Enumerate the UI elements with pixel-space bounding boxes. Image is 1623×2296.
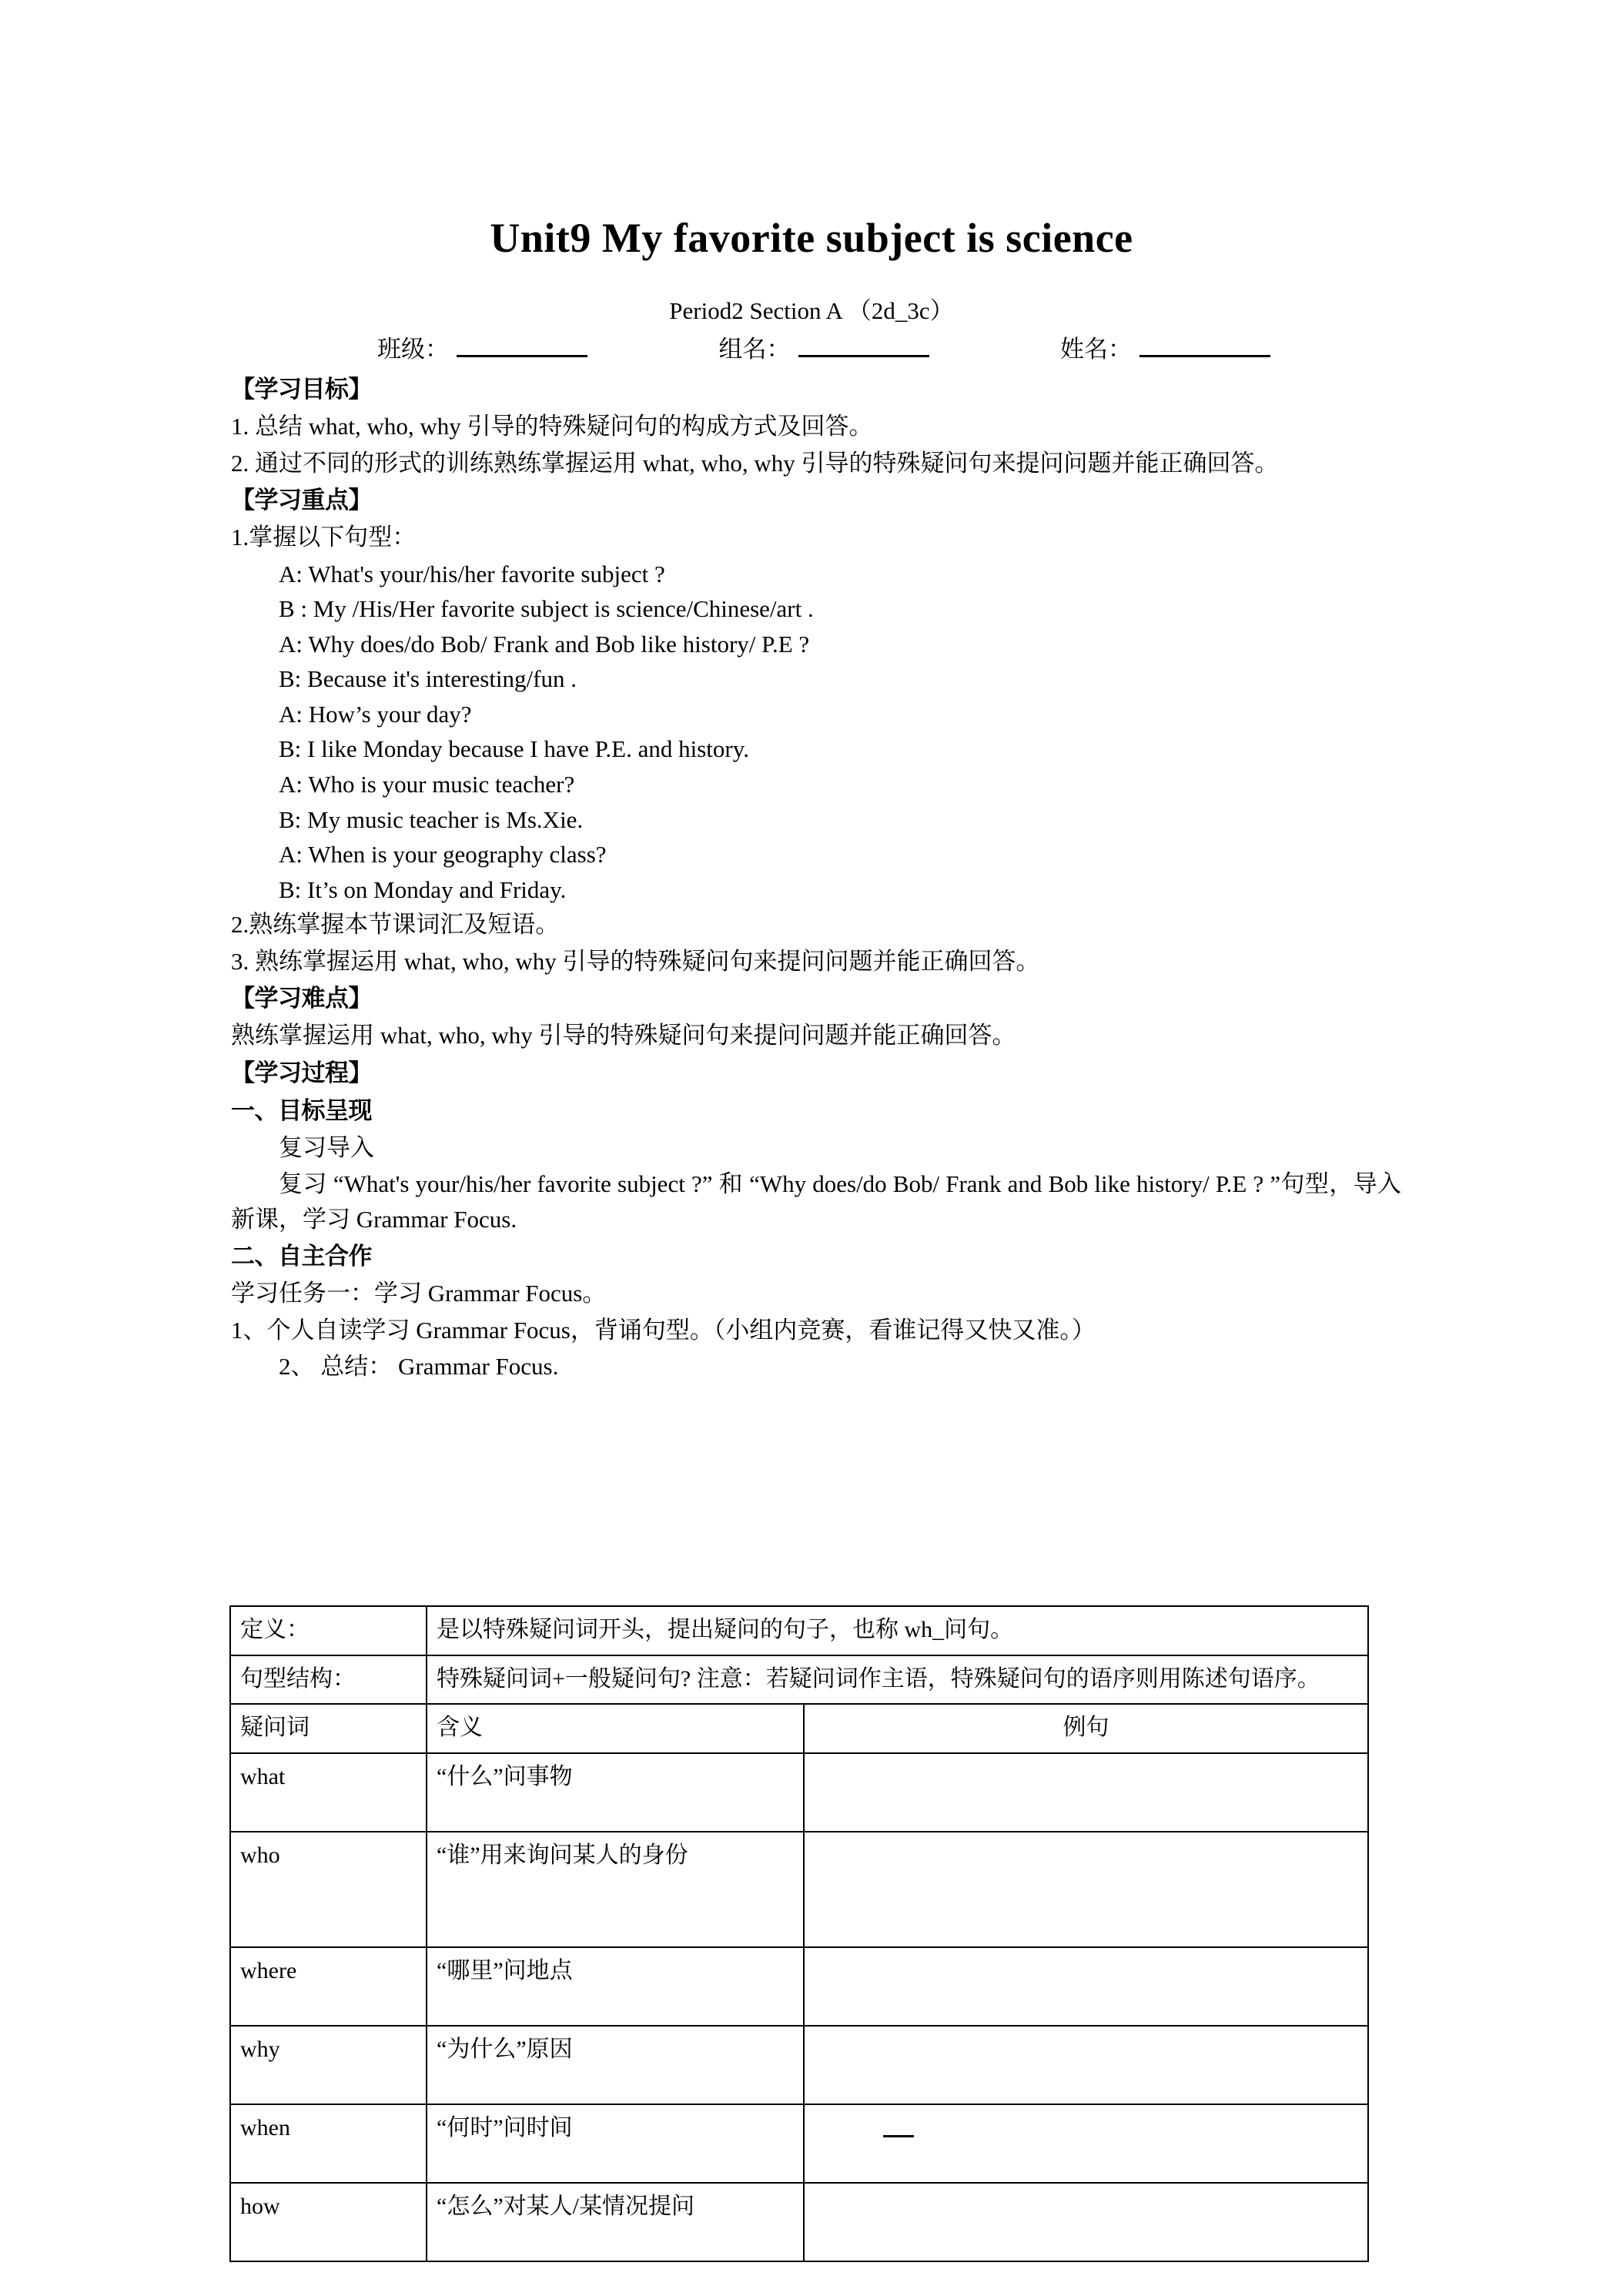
table-row	[230, 1655, 1368, 1705]
table-row	[230, 1606, 1368, 1655]
key-point-item-2: 2.熟练掌握本节课词汇及短语。	[231, 911, 560, 939]
table-row	[230, 1947, 1368, 2026]
meaning-cell: “哪里”问地点	[427, 1947, 804, 2026]
structure-value-cell: 特殊疑问词+一般疑问句? 注意：若疑问词作主语，特殊疑问句的语序则用陈述句语序。	[427, 1655, 1368, 1705]
column-header-question-word: 疑问词	[230, 1704, 427, 1753]
dialogue-line: A: Who is your music teacher?	[279, 770, 575, 798]
subsection-heading-part-one: 一、目标呈现	[231, 1096, 372, 1125]
objective-item-1: 1. 总结 what, who, why 引导的特殊疑问句的构成方式及回答。	[231, 412, 873, 440]
name-blank-line[interactable]	[1139, 335, 1270, 357]
page-title: Unit9 My favorite subject is science	[490, 215, 1133, 261]
dialogue-line: B : My /His/Her favorite subject is science/Chinese/art .	[279, 595, 814, 623]
part-one-line-2: 复习 “What's your/his/her favorite subject ?” 和 “Why does/do Bob/ Frank and Bob like history/ P.E ? ”句型，导入新课，学习 Grammar Focus.	[231, 1170, 1401, 1233]
meaning-cell: “何时”问时间	[427, 2104, 804, 2183]
name-field	[1060, 330, 1270, 364]
example-cell[interactable]	[804, 1832, 1368, 1947]
question-word-cell: how	[230, 2183, 427, 2261]
page-subtitle: Period2 Section A （2d_3c）	[669, 297, 954, 324]
definition-value-cell: 是以特殊疑问词开头，提出疑问的句子，也称 wh_问句。	[427, 1606, 1368, 1655]
class-label: 班级：	[377, 336, 449, 363]
table-row	[230, 1832, 1368, 1947]
part-two-line-2: 1、个人自读学习 Grammar Focus，背诵句型。（小组内竞赛，看谁记得又快又准。）	[231, 1316, 1096, 1344]
dialogue-line: B: I like Monday because I have P.E. and history.	[279, 735, 749, 763]
part-one-line-1: 复习导入	[279, 1133, 374, 1161]
example-cell[interactable]	[804, 2183, 1368, 2261]
example-cell[interactable]	[804, 2104, 1368, 2183]
column-header-meaning: 含义	[427, 1704, 804, 1753]
example-cell[interactable]	[804, 1947, 1368, 2026]
section-heading-objectives: 【学习目标】	[231, 376, 372, 403]
dialogue-line: B: Because it's interesting/fun .	[279, 665, 577, 693]
difficulties-text: 熟练掌握运用 what, who, why 引导的特殊疑问句来提问问题并能正确回答。	[231, 1022, 1016, 1049]
class-blank-line[interactable]	[457, 335, 587, 357]
subsection-heading-part-two: 二、自主合作	[231, 1243, 372, 1271]
example-cell[interactable]	[804, 1753, 1368, 1832]
meaning-cell: “怎么”对某人/某情况提问	[427, 2183, 804, 2261]
question-word-cell: why	[230, 2026, 427, 2104]
definition-label-cell: 定义：	[230, 1606, 427, 1655]
objective-item-2: 2. 通过不同的形式的训练熟练掌握运用 what, who, why 引导的特殊疑问句来提问问题并能正确回答。	[231, 449, 1279, 477]
key-point-item-1: 1.掌握以下句型：	[231, 524, 417, 551]
table-row	[230, 2104, 1368, 2183]
meaning-cell: “什么”问事物	[427, 1753, 804, 1832]
group-field	[719, 330, 929, 364]
dialogue-line: B: My music teacher is Ms.Xie.	[279, 805, 584, 833]
example-cell[interactable]	[804, 2026, 1368, 2104]
section-heading-process: 【学习过程】	[231, 1059, 372, 1087]
dialogue-line: A: When is your geography class?	[279, 841, 607, 869]
grammar-focus-table-wrapper	[229, 1605, 1367, 2262]
dialogue-line: B: It’s on Monday and Friday.	[279, 875, 567, 903]
em-dash-mark	[883, 2135, 914, 2137]
dialogue-line: A: How’s your day?	[279, 700, 472, 728]
part-two-line-1: 学习任务一：学习 Grammar Focus。	[231, 1280, 607, 1307]
group-label: 组名：	[718, 336, 791, 363]
question-word-cell: where	[230, 1947, 427, 2026]
question-word-cell: who	[230, 1832, 427, 1947]
grammar-focus-table	[229, 1605, 1369, 2262]
table-row	[230, 2026, 1368, 2104]
section-heading-difficulties: 【学习难点】	[231, 985, 372, 1013]
group-blank-line[interactable]	[798, 335, 929, 357]
part-two-line-3: 2、 总结： Grammar Focus.	[279, 1353, 559, 1381]
question-word-cell: what	[230, 1753, 427, 1832]
question-word-cell: when	[230, 2104, 427, 2183]
student-info-row	[377, 330, 1270, 364]
section-heading-key-points: 【学习重点】	[231, 487, 372, 515]
structure-label-cell: 句型结构：	[230, 1655, 427, 1705]
table-header-row	[230, 1704, 1368, 1753]
meaning-cell: “谁”用来询问某人的身份	[427, 1832, 804, 1947]
key-point-item-3: 3. 熟练掌握运用 what, who, why 引导的特殊疑问句来提问问题并能正确回答。	[231, 947, 1040, 975]
column-header-example: 例句	[804, 1704, 1368, 1753]
table-row	[230, 1753, 1368, 1832]
name-label: 姓名：	[1060, 336, 1132, 363]
dialogue-line: A: What's your/his/her favorite subject ?	[279, 560, 665, 587]
meaning-cell: “为什么”原因	[427, 2026, 804, 2104]
class-field	[377, 330, 587, 364]
table-row	[230, 2183, 1368, 2261]
document-body	[231, 370, 1401, 1386]
dialogue-line: A: Why does/do Bob/ Frank and Bob like history/ P.E ?	[279, 630, 810, 658]
